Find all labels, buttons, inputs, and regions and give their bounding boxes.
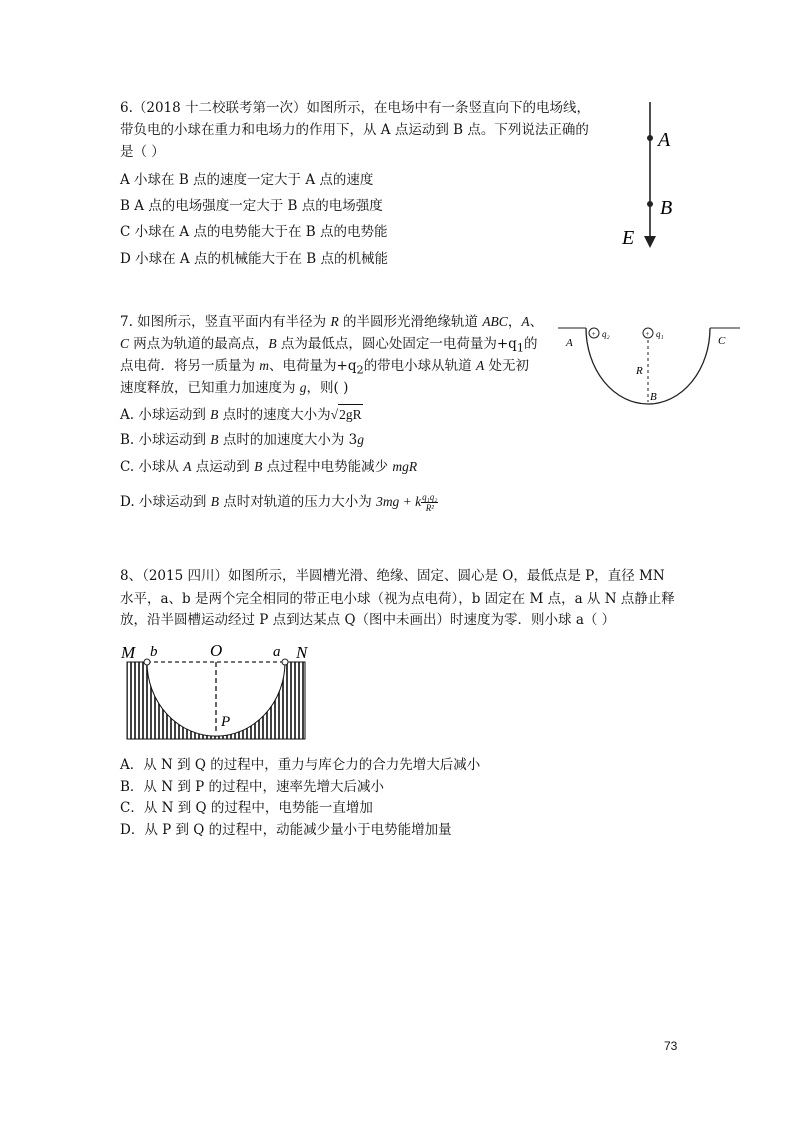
text: 两点为轨道的最高点， <box>129 336 269 352</box>
text: 点为最低点，圆心处固定一电荷量为+q <box>276 336 517 352</box>
plus-sign: + <box>591 330 596 338</box>
text: 点过程中电势能减少 <box>262 459 393 475</box>
formula-expr: 3mg + k <box>376 494 422 509</box>
label-b: B <box>650 391 657 403</box>
q7-option-a <box>120 404 363 425</box>
q7-option-b <box>120 430 364 450</box>
var-b: B <box>210 407 219 422</box>
var-a: A <box>183 459 192 474</box>
text: 的带电小球从轨道 <box>363 358 476 374</box>
var-b: B <box>210 494 219 509</box>
text: 处无初 <box>484 358 530 374</box>
q8-option-b: B．从 N 到 P 的过程中，速率先增大后减小 <box>120 779 384 795</box>
q7-option-c <box>120 457 417 477</box>
text: ，则( ) <box>306 380 349 396</box>
q8-option-c: C．从 N 到 Q 的过程中，电势能一直增加 <box>120 800 373 816</box>
text: 的 <box>523 336 538 352</box>
var-g: g <box>299 380 307 395</box>
q8-option-a: A．从 N 到 Q 的过程中，重力与库仑力的合力先增大后减小 <box>120 757 481 773</box>
q6-stem-line-3: 是（ ） <box>120 144 165 160</box>
q6-option-d: D 小球在 A 点的机械能大于在 B 点的机械能 <box>120 251 388 267</box>
var-r: R <box>330 314 339 329</box>
formula-fraction <box>421 492 438 513</box>
q7-option-d <box>120 492 438 513</box>
var-abc: ABC <box>482 314 508 329</box>
label-r: R <box>636 365 643 377</box>
text: ， <box>507 314 522 330</box>
text: 点电荷．将另一质量为 <box>120 358 260 374</box>
text: 7. 如图所示，竖直平面内有半径为 <box>120 314 331 330</box>
var-b: B <box>210 432 219 447</box>
q6-field-line-figure <box>600 96 690 266</box>
q7-stem-line-2 <box>120 334 537 359</box>
text: D. 小球运动到 <box>120 494 211 510</box>
text: 的半圆形光滑绝缘轨道 <box>338 314 483 330</box>
text: B. 小球运动到 <box>120 432 211 448</box>
sqrt-content: 2gR <box>338 404 363 425</box>
text: 点运动到 <box>191 459 255 475</box>
label-q1: q₁ <box>656 329 664 339</box>
q7-semicircle-track-figure <box>550 318 750 418</box>
text: 点时的速度大小为 <box>218 407 331 423</box>
q8-option-d: D．从 P 到 Q 的过程中，动能减少量小于电势能增加量 <box>120 822 452 838</box>
var-g: g <box>357 432 364 447</box>
label-o: O <box>210 641 223 660</box>
text: 点时的加速度大小为 3 <box>218 432 358 448</box>
var-m: m <box>259 358 270 373</box>
label-m: M <box>121 643 136 662</box>
var-c: C <box>120 336 130 351</box>
text: A. 小球运动到 <box>120 407 211 423</box>
page-number: 73 <box>664 1039 678 1053</box>
q8-stem-line-1: 8、（2015 四川）如图所示，半圆槽光滑、绝缘、固定、圆心是 O，最低点是 P，直径 MN <box>120 568 665 584</box>
text: 、电荷量为+q <box>269 358 357 374</box>
label-p: P <box>221 714 231 730</box>
label-b: b <box>150 644 158 660</box>
sqrt-sign: √ <box>330 407 339 422</box>
var-a: A <box>475 358 485 373</box>
label-b: B <box>660 197 673 219</box>
q6-option-a: A 小球在 B 点的速度一定大于 A 点的速度 <box>120 172 374 188</box>
q6-stem-line-2: 带负电的小球在重力和电场力的作用下，从 A 点运动到 B 点。下列说法正确的 <box>120 122 589 138</box>
ball-a <box>282 659 288 665</box>
label-n: N <box>296 643 308 662</box>
label-e: E <box>622 227 635 249</box>
q6-option-b: B A 点的电场强度一定大于 B 点的电场强度 <box>120 198 383 214</box>
q7-stem-line-4 <box>120 378 348 398</box>
fraction-numerator: q₁q₂ <box>422 492 438 502</box>
label-a: a <box>273 644 281 660</box>
var-mgr: mgR <box>392 459 418 474</box>
var-b: B <box>254 459 263 474</box>
q8-stem-line-2: 水平，a、b 是两个完全相同的带正电小球（视为点电荷），b 固定在 M 点，a 从 N 点静止释 <box>120 591 675 607</box>
label-a: A <box>658 129 671 151</box>
plus-sign: + <box>645 330 650 338</box>
q8-semicircle-groove-figure <box>118 638 323 748</box>
text: 速度释放，已知重力加速度为 <box>120 380 300 396</box>
subscript: 2 <box>356 363 364 377</box>
var-a: A <box>521 314 530 329</box>
q8-stem-line-3: 放，沿半圆槽运动经过 P 点到达某点 Q（图中未画出）时速度为零．则小球 a（ ） <box>120 612 616 628</box>
fraction-denominator: R² <box>425 503 434 513</box>
q7-stem-line-3 <box>120 356 529 381</box>
text: 点时对轨道的压力大小为 <box>218 494 377 510</box>
q7-stem-line-1 <box>120 312 543 332</box>
q6-option-c: C 小球在 A 点的电势能大于在 B 点的电势能 <box>120 224 388 240</box>
label-c: C <box>718 335 726 347</box>
var-b: B <box>268 336 277 351</box>
q6-stem-line-1: 6.（2018 十二校联考第一次）如图所示，在电场中有一条竖直向下的电场线， <box>120 100 591 116</box>
label-a: A <box>566 337 573 349</box>
point-b-dot <box>647 201 653 207</box>
text: C. 小球从 <box>120 459 184 475</box>
field-arrow <box>644 236 656 248</box>
label-q2: q₂ <box>602 329 610 339</box>
point-a-dot <box>647 135 653 141</box>
subscript: 1 <box>516 341 524 355</box>
text: 、 <box>529 314 544 330</box>
